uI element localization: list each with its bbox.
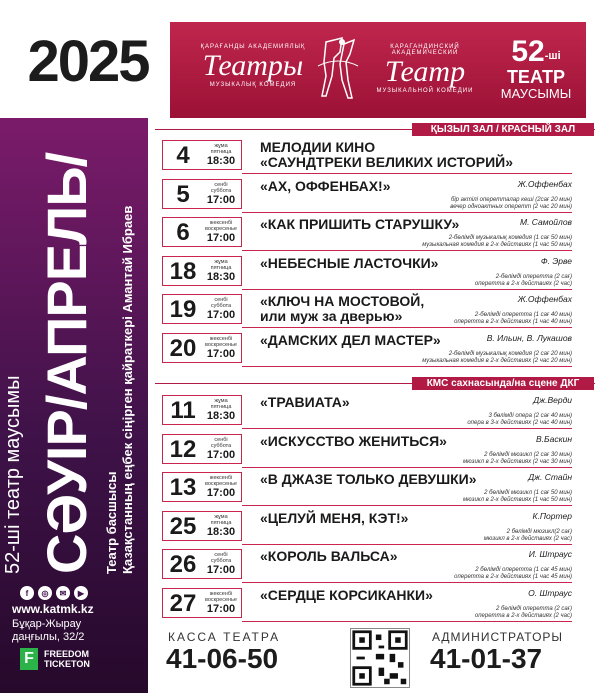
date-box [162, 472, 242, 502]
date-box [162, 179, 242, 209]
event-row[interactable] [160, 294, 572, 328]
facebook-icon[interactable]: f [20, 586, 34, 600]
event-time: 18:30 [206, 525, 236, 538]
event-info: 2-бөлімді музыкалық комедия (1 сағ 50 мин) музыкальная комедия в 2-х действиях (1 час 50 мин) [422, 235, 572, 248]
youtube-icon[interactable]: ▶ [74, 586, 88, 600]
event-weekday: сенбі суббота [210, 181, 232, 194]
month-title: СӘУІР/АПРЕЛЬ/ [35, 152, 98, 574]
event-day: 26 [169, 551, 197, 578]
freedom-line-2: TICKETON [44, 659, 90, 669]
event-row[interactable] [160, 434, 572, 468]
event-title: «ТРАВИАТА» [260, 394, 350, 410]
social-icons [20, 586, 88, 600]
event-title: «ДАМСКИХ ДЕЛ МАСТЕР» [260, 331, 441, 348]
event-day: 25 [169, 512, 197, 540]
year-title: 2025 [27, 29, 149, 94]
season-theatre: ТЕАТР [506, 67, 566, 87]
event-title: «КОРОЛЬ ВАЛЬСА» [260, 548, 398, 564]
event-weekday: жұма пятница [210, 398, 232, 410]
event-day: 12 [169, 435, 197, 463]
event-time: 17:00 [206, 347, 236, 360]
event-time: 18:30 [206, 410, 236, 422]
event-row[interactable] [160, 549, 572, 583]
event-composer: К.Портер [532, 510, 572, 521]
logo-left-bottom: МУЗЫКАЛЫҚ КОМЕДИЯ [209, 82, 297, 88]
event-time: 18:30 [206, 155, 236, 167]
event-composer: Дж.Верди [533, 395, 572, 405]
event-day: 20 [169, 334, 197, 362]
event-time: 17:00 [206, 448, 236, 461]
event-row[interactable] [160, 588, 572, 622]
event-composer: О. Штраус [528, 587, 572, 598]
event-composer: Ж.Оффенбах [517, 294, 572, 304]
event-weekday: жұма пятница [210, 143, 232, 155]
event-title: МЕЛОДИИ КИНО «САУНДТРЕКИ ВЕЛИКИХ ИСТОРИЙ» [260, 139, 513, 170]
event-time: 17:00 [206, 564, 236, 576]
theatre-banner [170, 22, 586, 118]
event-time: 18:30 [206, 270, 236, 283]
event-day: 5 [176, 180, 190, 208]
event-title: «В ДЖАЗЕ ТОЛЬКО ДЕВУШКИ» [260, 471, 477, 487]
administrators-phone[interactable]: 41-01-37 [430, 643, 543, 674]
logo-left-top: ҚАРАҒАНДЫ АКАДЕМИЯЛЫҚ [200, 44, 306, 50]
date-box [162, 434, 242, 464]
event-time: 17:00 [206, 487, 236, 499]
date-box [162, 217, 242, 247]
event-info: 2-бөлімді оперетта (1 сағ 40 мин) оперетта в 2-х действиях (1 час 40 мин) [454, 312, 572, 325]
instagram-icon[interactable]: ◎ [38, 586, 52, 600]
dancers-emblem-icon [308, 36, 368, 106]
event-time: 17:00 [206, 309, 236, 321]
header [0, 0, 600, 118]
box-office-label: КАССА ТЕАТРА [168, 630, 281, 644]
event-title: «НЕБЕСНЫЕ ЛАСТОЧКИ» [260, 254, 439, 271]
event-weekday: жұма пятница [210, 513, 232, 526]
event-underline [242, 327, 572, 328]
date-box [162, 333, 242, 363]
date-box [162, 140, 242, 170]
address-line-1: Бұқар-Жырау [12, 618, 82, 630]
event-composer: В.Баскин [536, 433, 572, 444]
hall-dkg-label: КМС сахнасында/на сцене ДКГ [412, 377, 594, 390]
date-box [162, 588, 242, 618]
freedom-f-icon: F [20, 648, 38, 670]
event-weekday: сенбі суббота [210, 297, 232, 309]
event-day: 4 [176, 142, 190, 169]
address [12, 618, 142, 644]
event-underline [242, 212, 572, 213]
season-number-value: 52 [511, 35, 545, 68]
event-weekday: жексенбі воскресенье [205, 335, 237, 348]
event-row[interactable] [160, 256, 572, 290]
event-info: 2 бөлімді мюзикл (2 сағ 30 мин) мюзикл в 2-х действиях (2 час 30 мин) [463, 451, 572, 465]
event-underline [242, 366, 572, 367]
event-underline [242, 250, 572, 251]
logo-kazakh [188, 44, 318, 88]
event-title: «КАК ПРИШИТЬ СТАРУШКУ» [260, 216, 460, 232]
event-weekday: сенбі суббота [210, 436, 232, 449]
box-office-phone[interactable]: 41-06-50 [166, 643, 279, 674]
event-info: 2 бөлімді мюзикл(2 сағ) мюзикл в 2-х действиях (2 час) [483, 528, 572, 542]
event-info: 2-бөлімді музыкалық комедия (2 сағ 20 мин) музыкальная комедия в 2-х действиях (2 час 20 мин) [422, 350, 572, 364]
freedom-ticketon-logo[interactable] [20, 648, 90, 670]
event-row[interactable] [160, 217, 572, 251]
event-day: 6 [176, 219, 190, 246]
director-credit [104, 124, 136, 574]
season-label: МАУСЫМЫ [500, 86, 572, 101]
date-box [162, 294, 242, 324]
hall-red-label: ҚЫЗЫЛ ЗАЛ / КРАСНЫЙ ЗАЛ [412, 123, 594, 136]
event-underline [242, 467, 572, 468]
event-day: 18 [169, 257, 197, 285]
event-row[interactable] [160, 179, 572, 213]
event-row[interactable] [160, 511, 572, 545]
event-underline [242, 173, 572, 174]
logo-left-main: Театры [202, 49, 304, 82]
event-time: 17:00 [206, 193, 236, 206]
event-underline [242, 621, 572, 622]
event-info: бір актілі оперетталар кеші (2сағ 20 мин) вечер одноактных оперетт (2 час 20 мин) [450, 196, 572, 210]
event-day: 27 [169, 589, 197, 617]
event-day: 19 [169, 296, 197, 323]
event-weekday: сенбі суббота [210, 552, 232, 564]
administrators-label: АДМИНИСТРАТОРЫ [432, 630, 564, 644]
vk-icon[interactable]: ✉ [56, 586, 70, 600]
logo-right-main: Театр [384, 55, 466, 88]
director-line-1: Театр басшысы [104, 471, 119, 574]
event-composer: М. Самойлов [519, 217, 572, 227]
event-info: 2-бөлімді оперетта (2 сағ) оперетта в 2-х действиях (2 час) [474, 273, 572, 287]
event-info: 3 бөлімді опера (2 сағ 40 мин) опера в 3-х действиях (2 час 40 мин) [467, 413, 572, 426]
event-composer: И. Штраус [528, 549, 572, 559]
event-info: 2 бөлімді мюзикл (1 сағ 50 мин) мюзикл в 2-х действиях (1 час 50 мин) [463, 490, 572, 503]
event-day: 13 [169, 474, 197, 501]
event-weekday: жексенбі воскресенье [205, 475, 237, 487]
freedom-text [44, 649, 90, 669]
side-panel [0, 118, 148, 693]
date-box [162, 549, 242, 579]
season-number-suffix: -ші [544, 50, 561, 62]
event-underline [242, 428, 572, 429]
event-composer: Дж. Стайн [528, 472, 572, 482]
director-line-2: Қазақстанның еңбек сіңірген қайраткері Амантай Ибраев [120, 205, 135, 574]
event-row[interactable] [160, 333, 572, 367]
event-composer: В. Ильин, В. Лукашов [486, 332, 572, 343]
side-season-text: 52-ші театр маусымы [2, 375, 24, 574]
event-title: «ИСКУССТВО ЖЕНИТЬСЯ» [260, 432, 447, 449]
event-time: 17:00 [206, 602, 236, 615]
event-info: 2 бөлімді оперетта (1 сағ 45 мин) оперетта в 2-х действиях (1 час 45 мин) [454, 567, 572, 580]
event-composer: Ф. Эрве [540, 255, 572, 266]
event-composer: Ж.Оффенбах [517, 178, 572, 189]
event-title: «КЛЮЧ НА МОСТОВОЙ, или муж за дверью» [260, 293, 425, 324]
event-underline [242, 289, 572, 290]
event-row[interactable] [160, 140, 572, 174]
date-box [162, 256, 242, 286]
season-badge [488, 36, 584, 101]
event-title: «ЦЕЛУЙ МЕНЯ, КЭТ!» [260, 509, 409, 526]
event-weekday: жұма пятница [210, 258, 232, 271]
event-day: 11 [170, 397, 196, 424]
address-line-2: даңғылы, 32/2 [12, 631, 85, 643]
event-info: 2 бөлімді оперетта (2 сағ) оперетта в 2-х действиях (2 час) [474, 605, 572, 619]
event-underline [242, 544, 572, 545]
event-row[interactable] [160, 472, 572, 506]
logo-right-top: КАРАГАНДИНСКИЙ АКАДЕМИЧЕСКИЙ [390, 44, 460, 56]
event-underline [242, 505, 572, 506]
date-box [162, 511, 242, 541]
event-row[interactable] [160, 395, 572, 429]
qr-code-icon[interactable] [350, 628, 410, 688]
freedom-line-1: FREEDOM [44, 649, 89, 659]
event-weekday: жексенбі воскресенье [205, 220, 237, 232]
event-time: 17:00 [206, 232, 236, 244]
event-weekday: жексенбі воскресенье [205, 590, 237, 603]
event-title: «АХ, ОФФЕНБАХ!» [260, 177, 391, 194]
side-rotated-text [0, 118, 148, 588]
event-title: «СЕРДЦЕ КОРСИКАНКИ» [260, 586, 433, 603]
logo-right-bottom: МУЗЫКАЛЬНОЙ КОМЕДИИ [376, 88, 474, 94]
side-rotated-area [0, 118, 148, 588]
website-link[interactable]: www.katmk.kz [12, 602, 94, 616]
date-box [162, 395, 242, 425]
season-number [488, 36, 584, 68]
logo-russian [360, 44, 490, 94]
event-underline [242, 582, 572, 583]
